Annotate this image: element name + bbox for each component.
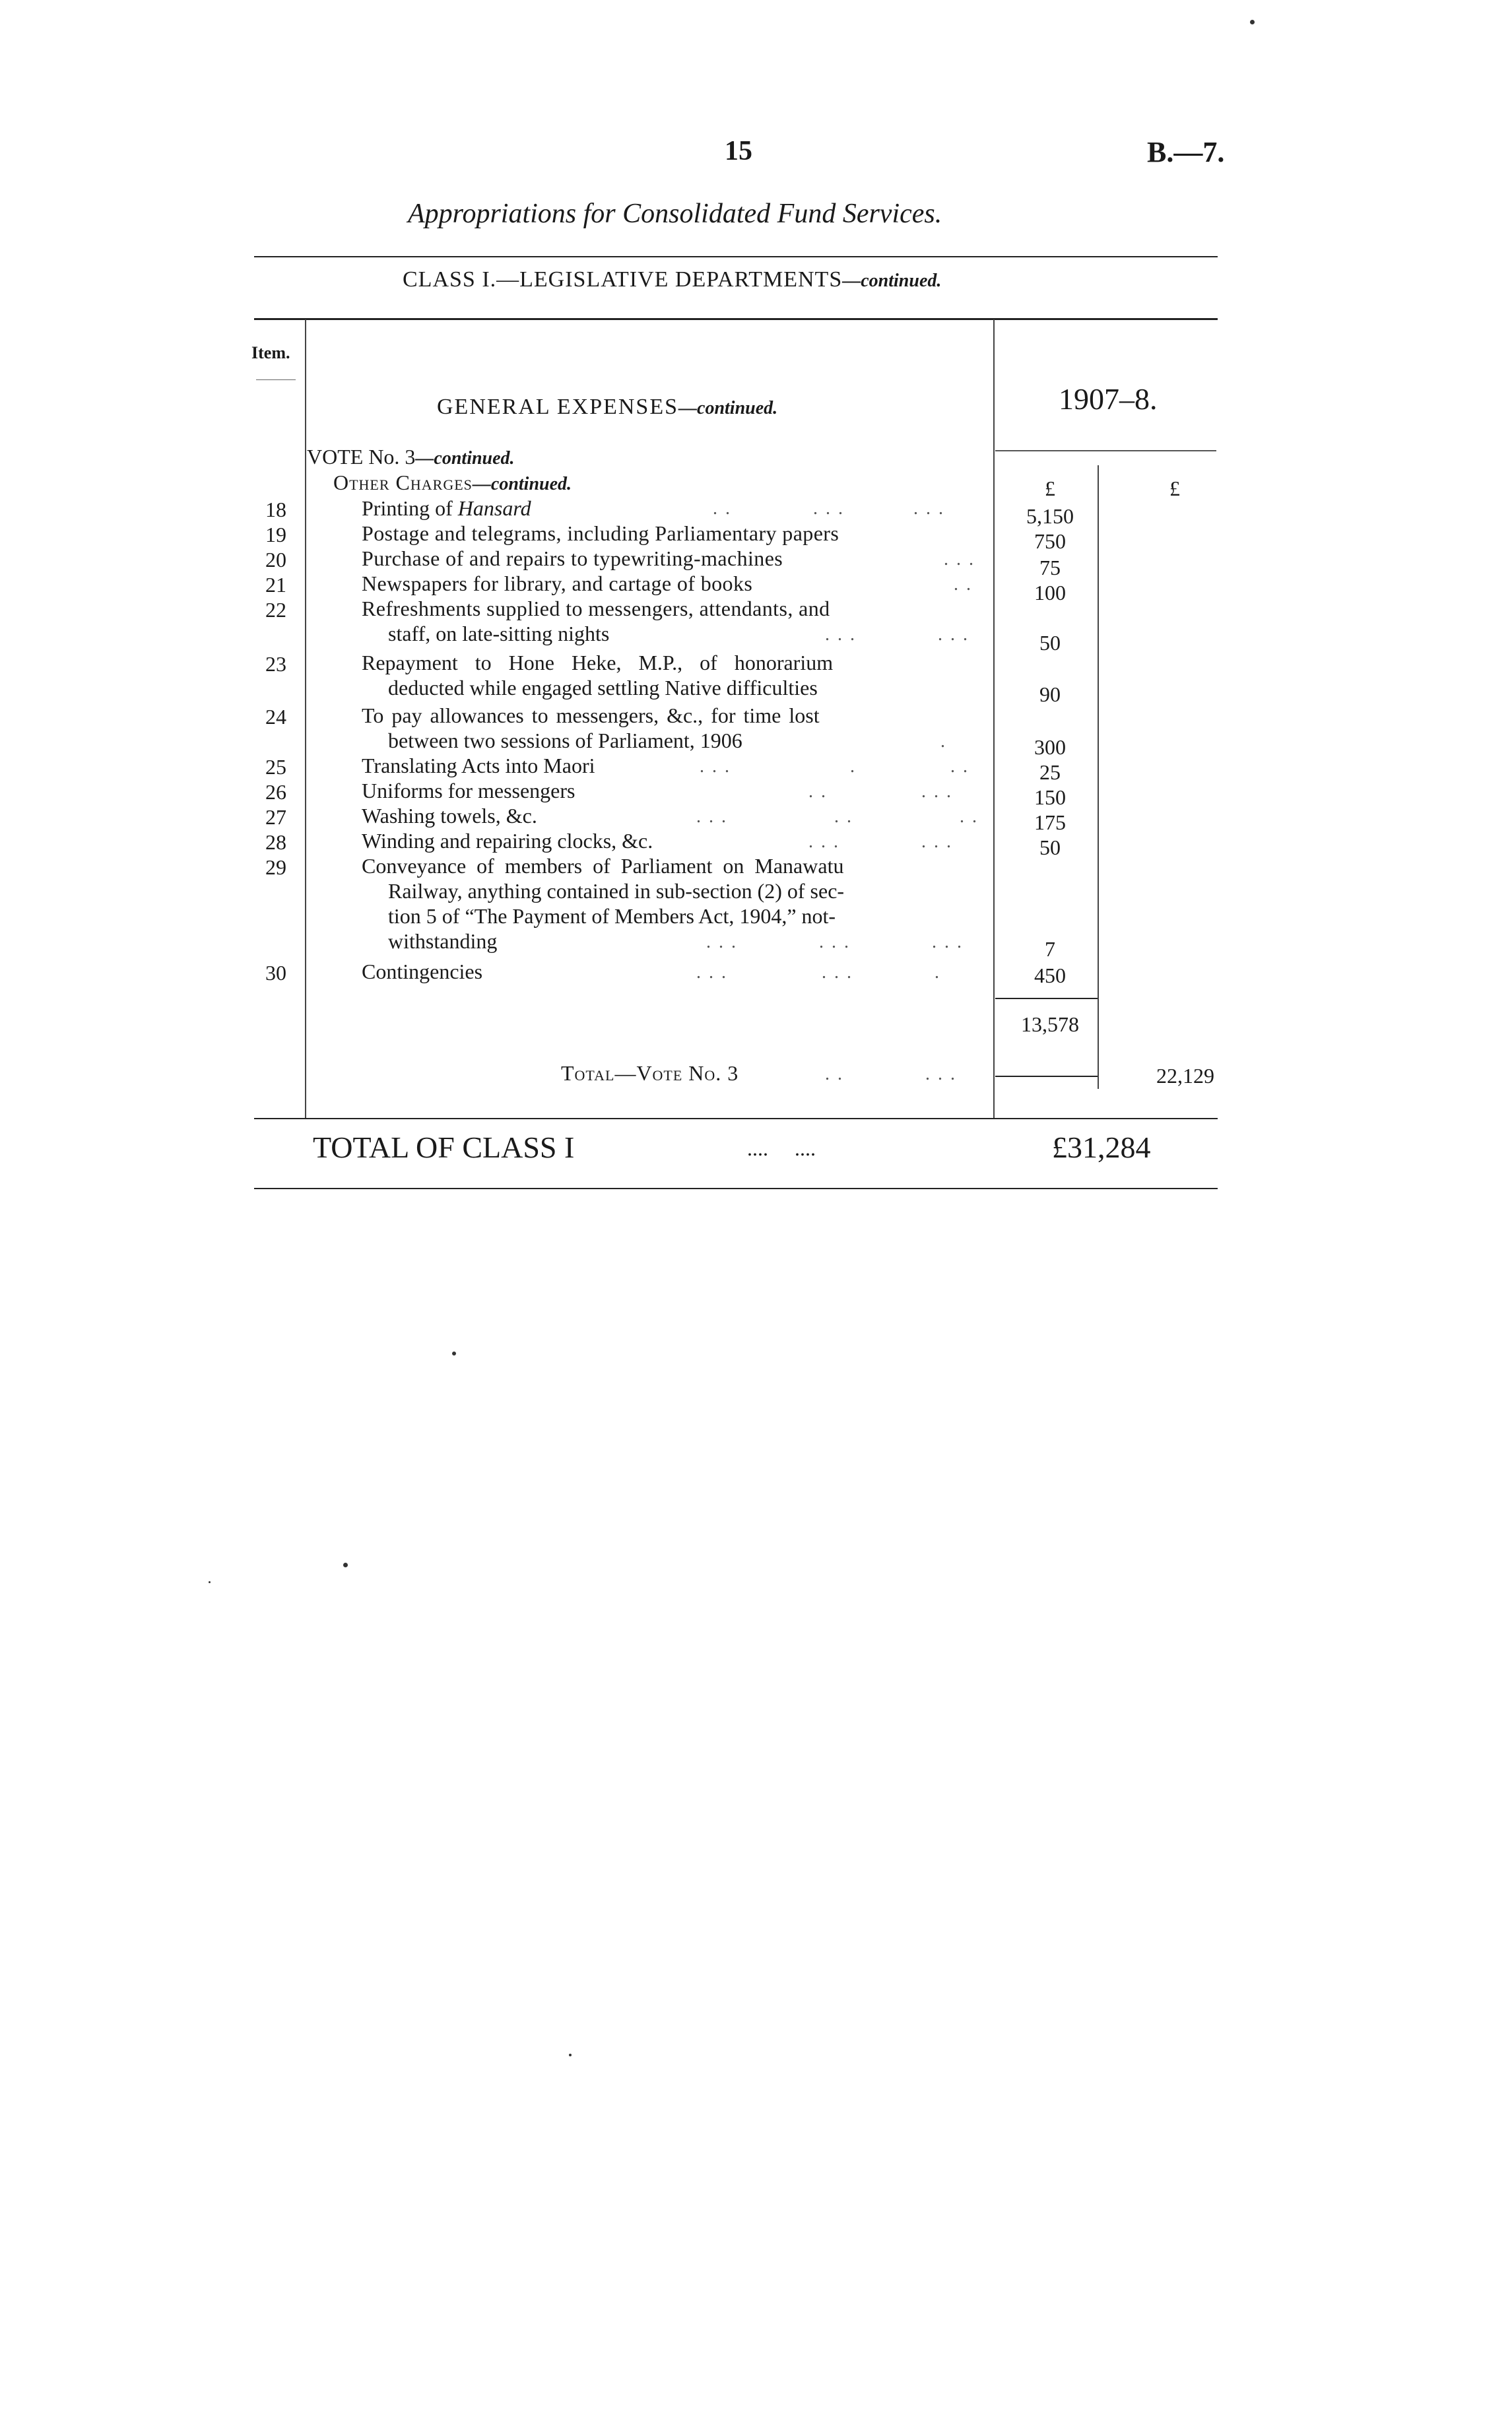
scan-speck xyxy=(452,1352,456,1355)
item-description xyxy=(362,496,531,521)
item-number: 25 xyxy=(265,755,286,779)
item-description: Repayment to Hone Heke, M.P., of honorarium xyxy=(362,651,834,674)
sub-heading-text: Other Charges xyxy=(333,471,473,494)
page-number: 15 xyxy=(725,136,752,166)
section-heading-suffix: —continued. xyxy=(678,398,778,418)
item-description: Purchase of and repairs to typewriting-machines xyxy=(362,546,783,570)
amount-column-rule-left xyxy=(993,319,995,1118)
item-description: Winding and repairing clocks, &c. xyxy=(362,829,653,853)
item-header-underline xyxy=(256,379,296,380)
sub-heading xyxy=(333,471,572,495)
item-description: Uniforms for messengers xyxy=(362,779,575,802)
scan-speck xyxy=(209,1581,211,1583)
item-amount: 75 xyxy=(1039,556,1061,579)
vote-total-label: Total—Vote No. 3 xyxy=(561,1061,739,1085)
section-heading-text: GENERAL EXPENSES xyxy=(437,395,679,419)
class-total-label: TOTAL OF CLASS I xyxy=(313,1130,575,1164)
item-amount: 300 xyxy=(1034,735,1066,759)
item-description: Contingencies xyxy=(362,960,483,983)
item-number: 30 xyxy=(265,961,286,985)
item-description: To pay allowances to messengers, &c., for time lost xyxy=(362,703,820,727)
section-heading xyxy=(437,395,777,420)
item-amount: 7 xyxy=(1045,937,1055,961)
item-description: Postage and telegrams, including Parliamentary papers xyxy=(362,521,839,545)
leader-dots: ... . .. xyxy=(700,756,975,777)
rule-top xyxy=(254,256,1218,257)
vote-total-amount: 22,129 xyxy=(1156,1064,1214,1088)
vote-total-rule xyxy=(995,1076,1098,1077)
item-amount: 50 xyxy=(1039,835,1061,859)
sub-heading-suffix: —continued. xyxy=(472,474,572,494)
rule-table-top xyxy=(254,318,1218,320)
leader-dots: . xyxy=(940,731,953,752)
item-amount: 50 xyxy=(1039,631,1061,655)
item-amount: 100 xyxy=(1034,581,1066,604)
leader-dots: .. ... ... xyxy=(713,498,951,519)
scan-speck xyxy=(569,2054,572,2056)
item-amount: 750 xyxy=(1034,529,1066,553)
leader-dots: ... xyxy=(944,549,981,570)
item-number: 24 xyxy=(265,705,286,729)
year-header-rule xyxy=(995,450,1216,451)
class-total-leaders: .... .... xyxy=(747,1136,816,1160)
item-description-continued: deducted while engaged settling Native difficulties xyxy=(388,676,818,700)
leader-dots: ... ... ... xyxy=(706,932,970,952)
subtotal-rule xyxy=(995,998,1098,999)
item-description: Washing towels, &c. xyxy=(362,804,537,828)
leader-dots: ... ... xyxy=(825,624,975,645)
subtotal-amount: 13,578 xyxy=(1021,1012,1079,1036)
item-number: 28 xyxy=(265,830,286,854)
leader-dots: .. ... xyxy=(808,781,959,802)
document-reference: B.—7. xyxy=(1147,136,1225,168)
item-amount: 5,150 xyxy=(1026,504,1074,528)
item-amount: 25 xyxy=(1039,760,1061,784)
item-number: 22 xyxy=(265,598,286,622)
vote-heading-text: VOTE No. 3 xyxy=(307,445,416,469)
item-description-continued: between two sessions of Parliament, 1906 xyxy=(388,729,742,752)
item-description-continued: tion 5 of “The Payment of Members Act, 1904,” not- xyxy=(388,904,836,928)
leader-dots: ... ... . xyxy=(696,962,947,983)
currency-symbol-col1: £ xyxy=(1045,476,1055,500)
scan-speck xyxy=(1250,20,1255,24)
item-number: 29 xyxy=(265,855,286,879)
item-amount: 175 xyxy=(1034,810,1066,834)
item-column-rule xyxy=(305,319,306,1118)
scan-speck xyxy=(343,1563,348,1567)
running-title: Appropriations for Consolidated Fund Services. xyxy=(408,199,942,229)
class-heading xyxy=(403,267,941,292)
item-description: Newspapers for library, and cartage of books xyxy=(362,571,753,595)
item-description: Conveyance of members of Parliament on Manawatu xyxy=(362,854,844,878)
item-description-continued: staff, on late-sitting nights xyxy=(388,622,610,645)
description-italic: Hansard xyxy=(457,496,531,520)
item-number: 20 xyxy=(265,548,286,571)
vote-heading-suffix: —continued. xyxy=(415,448,515,469)
item-description-continued: withstanding xyxy=(388,929,498,953)
item-number: 21 xyxy=(265,573,286,597)
description-text: Printing of xyxy=(362,496,458,520)
class-heading-text: CLASS I.—LEGISLATIVE DEPARTMENTS xyxy=(403,267,843,292)
item-number: 19 xyxy=(265,523,286,546)
item-amount: 150 xyxy=(1034,785,1066,809)
rule-class-total-top xyxy=(254,1118,1218,1119)
item-amount: 90 xyxy=(1039,682,1061,706)
rule-bottom xyxy=(254,1188,1218,1189)
class-heading-suffix: —continued. xyxy=(842,271,942,291)
item-number: 18 xyxy=(265,498,286,521)
item-number: 26 xyxy=(265,780,286,804)
leader-dots: ... ... xyxy=(808,832,959,852)
leader-dots: .. xyxy=(954,574,979,595)
vote-heading xyxy=(307,445,515,469)
item-amount: 450 xyxy=(1034,963,1066,987)
item-number: 27 xyxy=(265,805,286,829)
item-number: 23 xyxy=(265,652,286,676)
item-description-continued: Railway, anything contained in sub-section (2) of sec- xyxy=(388,879,845,903)
item-description: Refreshments supplied to messengers, attendants, and xyxy=(362,597,830,620)
currency-symbol-col2: £ xyxy=(1169,476,1180,500)
year-column-header: 1907–8. xyxy=(1059,382,1158,416)
item-description: Translating Acts into Maori xyxy=(362,754,595,777)
item-column-header: Item. xyxy=(251,343,290,362)
leader-dots: ... .. .. xyxy=(696,806,985,827)
leader-dots: .. ... xyxy=(825,1064,963,1084)
class-total-amount: £31,284 xyxy=(1052,1130,1151,1164)
